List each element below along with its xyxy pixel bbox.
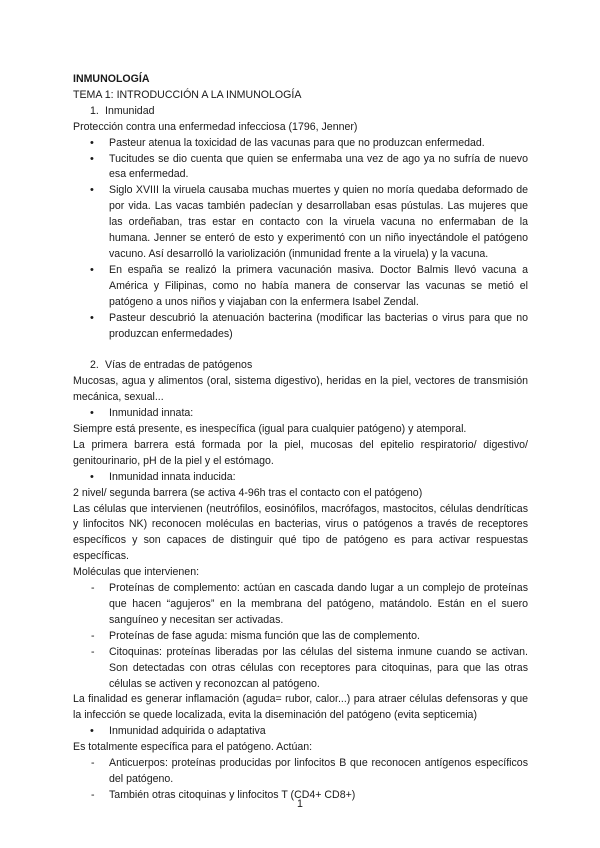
dash-marker: - — [91, 645, 95, 658]
bullet-marker: • — [90, 311, 94, 324]
paragraph: Moléculas que intervienen: — [73, 566, 200, 579]
bullet-marker: • — [90, 136, 94, 149]
bullet-marker: • — [90, 263, 94, 276]
bullet-item: • Tucitudes se dio cuenta que quien se enfermaba una vez de ago ya no sufría de nuevo esa enfermedad. — [90, 152, 528, 181]
bullet-marker: • — [90, 470, 94, 483]
bullet-marker: • — [90, 184, 94, 197]
document-subtitle: TEMA 1: INTRODUCCIÓN A LA INMUNOLOGÍA — [73, 88, 302, 101]
section-1-number: 1. — [90, 104, 99, 117]
section-2-intro: Mucosas, agua y alimentos (oral, sistema digestivo), heridas en la piel, vectores de transmisión mecánica, sexual... — [73, 375, 528, 404]
subheading-inducida: • Inmunidad innata inducida: — [73, 470, 528, 486]
bullet-marker: • — [90, 407, 94, 420]
document-title: INMUNOLOGÍA — [73, 73, 150, 85]
subheading-innata: • Inmunidad innata: — [73, 406, 528, 422]
dash-marker: - — [91, 582, 95, 595]
dash-marker: - — [91, 629, 95, 642]
paragraph: Las células que intervienen (neutrófilos, eosinófilos, macrófagos, mastocitos, células dendríticas y linfocitos NK) reconocen moléculas en bacterias, virus o patógenos a través de receptores específicos y son capaces de distinguir qué tipo de patógeno es para activar respuestas específicas. — [73, 502, 528, 563]
bullet-marker: • — [90, 152, 94, 165]
dash-item: - Citoquinas: proteínas liberadas por las células del sistema inmune cuando se activan. Son detectadas con otras células con receptores para citoquinas, para que las otras células se activen y reconozcan al patógeno. — [91, 645, 528, 690]
dash-item: - Anticuerpos: proteínas producidas por linfocitos B que reconocen antígenos específicos del patógeno. — [91, 757, 528, 785]
section-1-title: Inmunidad — [105, 104, 155, 117]
dash-marker: - — [91, 757, 95, 770]
section-2-number: 2. — [90, 359, 99, 372]
bullet-item: • En españa se realizó la primera vacunación masiva. Doctor Balmis llevó vacuna a América y Filipinas, como no había manera de conservar las vacunas se metió el patógeno a unos niños y viajaban con la enfermera Isabel Zendal. — [90, 263, 528, 308]
dash-marker: - — [91, 788, 95, 801]
bullet-item: • Pasteur descubrió la atenuación bacterina (modificar las bacterias o virus para que no produzcan enfermedades) — [90, 311, 528, 340]
bullet-item: • Pasteur atenua la toxicidad de las vacunas para que no produzcan enfermedad. — [73, 136, 528, 152]
page-number: 1 — [297, 798, 303, 810]
dash-item: - Proteínas de fase aguda: misma función que las de complemento. — [73, 629, 528, 645]
paragraph: La finalidad es generar inflamación (aguda= rubor, calor...) para atraer células defensoras y que la infección se quede localizada, evita la diseminación del patógeno (evita septicemia) — [73, 693, 528, 722]
dash-item: - También otras citoquinas y linfocitos T (CD4+ CD8+) — [73, 788, 528, 804]
spacer — [73, 342, 528, 358]
document-page — [73, 72, 528, 804]
section-1-heading — [73, 104, 528, 120]
paragraph: 2 nivel/ segunda barrera (se activa 4-96h tras el contacto con el patógeno) — [73, 486, 423, 499]
section-2-heading — [73, 358, 528, 374]
section-1-intro: Protección contra una enfermedad infecciosa (1796, Jenner) — [73, 120, 358, 133]
subheading-adquirida: • Inmunidad adquirida o adaptativa — [73, 724, 528, 740]
section-2-title: Vías de entradas de patógenos — [105, 359, 253, 372]
paragraph: La primera barrera está formada por la piel, mucosas del epitelio respiratorio/ digestivo/ genitourinario, pH de la piel y el estómago. — [73, 438, 528, 467]
paragraph: Siempre está presente, es inespecífica (igual para cualquier patógeno) y atemporal. — [73, 423, 467, 436]
dash-item: - Proteínas de complemento: actúan en cascada dando lugar a un complejo de proteínas que hacen “agujeros” en la membrana del patógeno, matándolo. Están en el suero sanguíneo y necesitan ser activadas. — [91, 582, 528, 626]
paragraph: Es totalmente específica para el patógeno. Actúan: — [73, 741, 313, 754]
bullet-marker: • — [90, 725, 94, 738]
bullet-item: • Siglo XVIII la viruela causaba muchas muertes y quien no moría quedaba deformado de por vida. Las vacas también padecían y desarrollaban esas pústulas. Las mujeres que las ordeñaban, tras estar en contacto con la viruela vacuna no enfermaban de la humana. Jenner se enteró de esto y experimentó con un niño inyectándole el patógeno vacuno. Así desarrolló la variolización (inmunidad frente a la viruela) y la vacuna. — [90, 184, 528, 260]
